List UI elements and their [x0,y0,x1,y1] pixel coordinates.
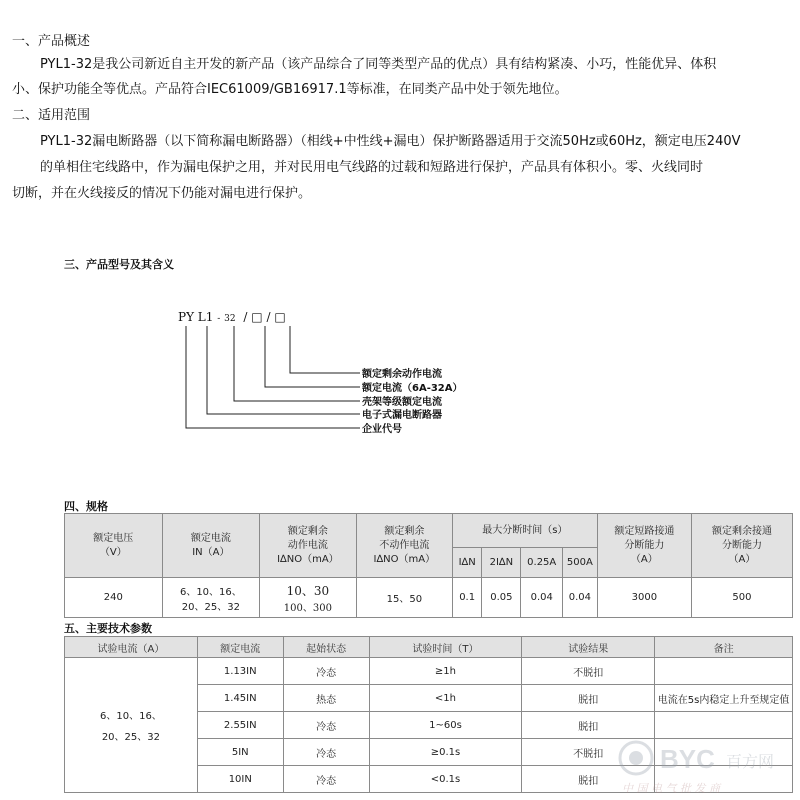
overview-heading: 一、产品概述 [12,34,91,49]
spec-header-residual-nonop: 额定剩余 不动作电流 I∆NO（mA） [356,514,452,578]
tech-cell-state: 冷态 [283,658,369,685]
spec-sub-025a: 0.25A [521,548,563,578]
spec-cell-residual-cap: 500 [691,578,792,618]
spec-header-residual-cap: 额定剩余接通 分断能力 （A） [691,514,792,578]
spec-cell-time-idn: 0.1 [453,578,482,618]
model-code-sep-1: / [243,310,248,324]
tech-cell-time: <0.1s [369,766,522,793]
watermark-cn: 百方网 [726,752,775,771]
spec-header-break-time: 最大分断时间（s） [453,514,598,548]
tech-header-result: 试验结果 [522,637,655,658]
tech-header-initial-state: 起始状态 [283,637,369,658]
spec-cell-time-025a: 0.04 [521,578,563,618]
model-code-number: 32 [224,314,236,324]
table-row [65,658,793,685]
spec-sub-2idn: 2I∆N [482,548,521,578]
scope-heading: 二、适用范围 [12,108,91,123]
model-label-frame-current: 壳架等级额定电流 [362,397,442,408]
tech-cell-time: <1h [369,685,522,712]
model-label-rated-current: 额定电流（6A-32A） [362,383,463,394]
tech-cell-time: ≥1h [369,658,522,685]
tech-cell-result: 不脱扣 [522,739,655,766]
tech-cell-rated: 1.45IN [197,685,283,712]
watermark [614,734,794,796]
tech-cell-note: 电流在5s内稳定上升至规定值 [655,685,793,712]
model-code-dash: - [217,314,221,324]
tech-header-test-time: 试验时间（T） [369,637,522,658]
spec-header-residual-op: 额定剩余 动作电流 I∆NO（mA） [260,514,356,578]
spec-table [64,513,793,618]
tech-cell-test-current: 6、10、16、 20、25、32 [65,658,198,793]
spec-cell-residual-op: 10、30 100、300 [260,578,356,618]
tech-cell-rated: 10IN [197,766,283,793]
model-code-prefix: PY L1 [178,310,214,324]
spec-header-voltage: 额定电压 （V） [65,514,163,578]
model-label-electronic: 电子式漏电断路器 [362,410,442,421]
tech-cell-state: 冷态 [283,766,369,793]
watermark-slogan: 中 国 电 气 批 发 商 [622,782,720,795]
model-label-company-code: 企业代号 [362,424,402,435]
spec-header-short-cap: 额定短路接通 分断能力 （A） [597,514,691,578]
overview-line-2: 小、保护功能全等优点。产品符合IEC61009/GB16917.1等标准，在同类产品中处于领先地位。 [12,82,568,97]
tech-cell-time: ≥0.1s [369,739,522,766]
spec-cell-residual-nonop: 15、50 [356,578,452,618]
tech-cell-state: 热态 [283,685,369,712]
model-heading: 三、产品型号及其含义 [64,258,174,271]
spec-sub-500a: 500A [562,548,597,578]
scope-line-3: 切断，并在火线接反的情况下仍能对漏电进行保护。 [12,186,312,201]
tech-cell-state: 冷态 [283,739,369,766]
spec-cell-voltage: 240 [65,578,163,618]
tech-heading: 五、主要技术参数 [64,622,152,635]
tech-cell-note [655,658,793,685]
model-code-sep-2: / [266,310,271,324]
tech-cell-result: 脱扣 [522,766,655,793]
tech-cell-state: 冷态 [283,712,369,739]
tech-cell-rated: 1.13IN [197,658,283,685]
model-label-residual-current: 额定剩余动作电流 [362,369,442,380]
tech-cell-result: 不脱扣 [522,658,655,685]
scope-line-1: PYL1-32漏电断路器（以下简称漏电断路器）（相线+中性线+漏电）保护断路器适用于交流50Hz或60Hz，额定电压240V [40,134,741,149]
scope-line-2: 的单相住宅线路中，作为漏电保护之用，并对民用电气线路的过载和短路进行保护，产品具有体积小。零、火线同时 [40,160,704,175]
watermark-logo-icon [614,734,794,796]
model-code-box-1: □ [251,310,263,324]
tech-header-test-current: 试验电流（A） [65,637,198,658]
spec-cell-current: 6、10、16、 20、25、32 [162,578,260,618]
spec-heading: 四、规格 [64,500,108,513]
tech-cell-result: 脱扣 [522,712,655,739]
tech-header-note: 备注 [655,637,793,658]
tech-header-rated-current: 额定电流 [197,637,283,658]
overview-line-1: PYL1-32是我公司新近自主开发的新产品（该产品综合了同等类型产品的优点）具有结构紧凑、小巧，性能优异、体积 [40,57,717,72]
model-code-box-2: □ [274,310,286,324]
spec-sub-idn: I∆N [453,548,482,578]
spec-cell-time-500a: 0.04 [562,578,597,618]
spec-cell-time-2idn: 0.05 [482,578,521,618]
tech-cell-rated: 5IN [197,739,283,766]
spec-cell-short-cap: 3000 [597,578,691,618]
tech-cell-rated: 2.55IN [197,712,283,739]
tech-cell-result: 脱扣 [522,685,655,712]
tech-cell-time: 1~60s [369,712,522,739]
spec-header-current: 额定电流 IN（A） [162,514,260,578]
watermark-brand: BYC [660,744,715,774]
